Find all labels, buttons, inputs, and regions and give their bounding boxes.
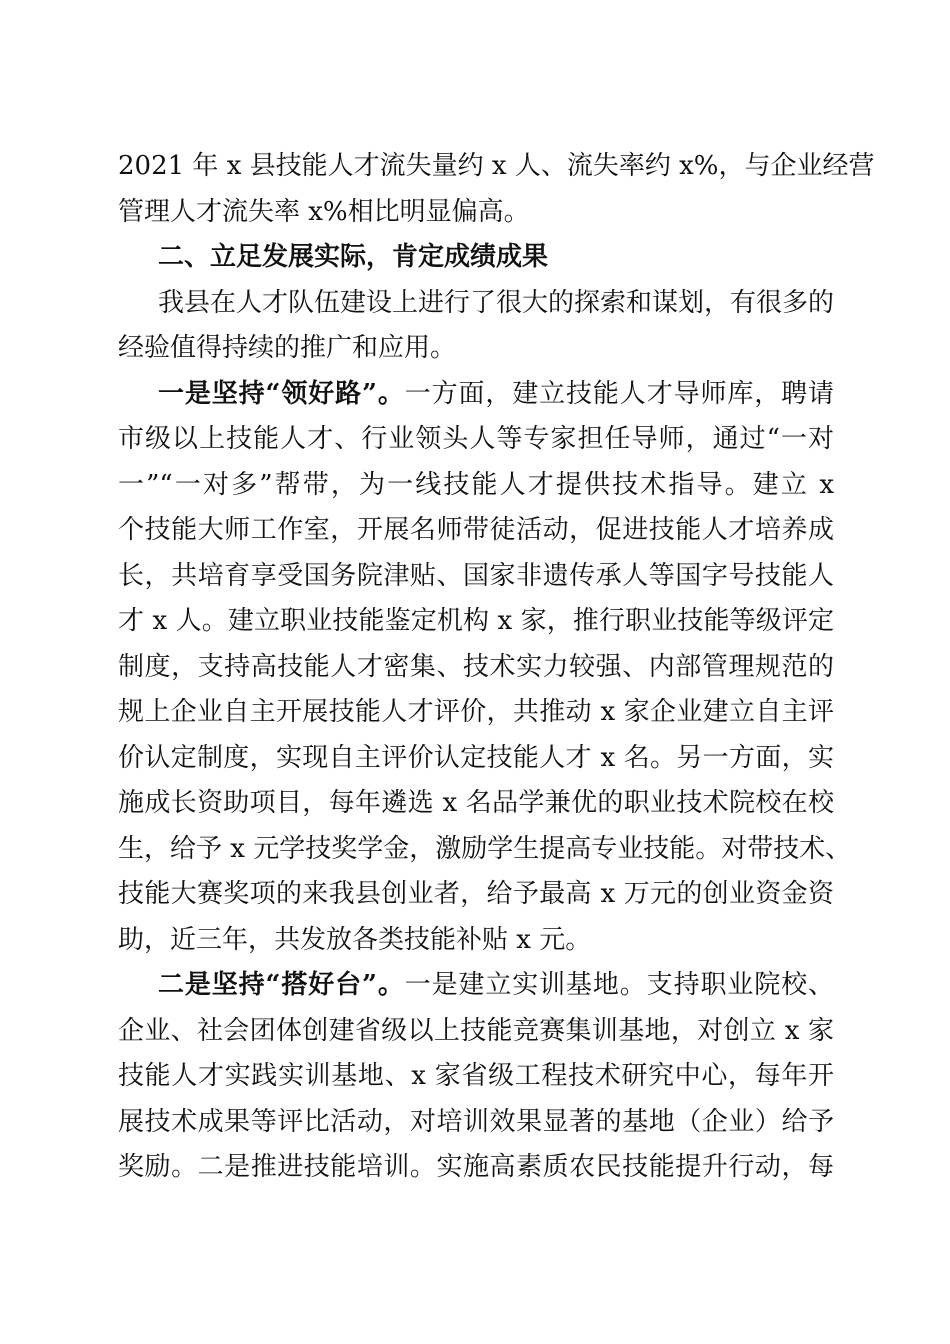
text-line xyxy=(118,326,834,372)
text-segment: 奖励。二是推进技能培训。实施高素质农民技能提升行动，每 xyxy=(118,1152,834,1182)
text-segment: 施成长资助项目，每年遴选 x 名品学兼优的职业技术院校在校 xyxy=(118,788,834,818)
text-line xyxy=(118,463,834,509)
text-segment: 市级以上技能人才、行业领头人等专家担任导师，通过“一对 xyxy=(118,424,834,454)
text-segment: 一”“一对多”帮带，为一线技能人才提供技术指导。建立 x xyxy=(118,469,834,500)
text-line xyxy=(118,690,834,736)
subheading-text: 二是坚持“搭好台”。 xyxy=(158,970,405,1000)
text-line xyxy=(118,1009,834,1055)
text-line xyxy=(118,827,852,873)
text-line xyxy=(118,281,834,327)
text-segment: 助，近三年，共发放各类技能补贴 x 元。 xyxy=(118,924,592,955)
heading-text: 二、立足发展实际，肯定成绩成果 xyxy=(158,242,549,272)
subheading-text: 一是坚持“领好路”。 xyxy=(158,378,405,409)
text-segment: 才 x 人。建立职业技能鉴定机构 x 家，推行职业技能等级评定 xyxy=(118,606,834,636)
text-line xyxy=(118,599,834,645)
text-line xyxy=(118,963,834,1009)
text-line xyxy=(118,645,834,691)
document-body xyxy=(118,144,875,1191)
text-segment: 技能大赛奖项的来我县创业者，给予最高 x 万元的创业资金资 xyxy=(118,879,834,909)
text-line xyxy=(118,372,834,418)
text-segment: 个技能大师工作室，开展名师带徒活动，促进技能人才培养成 xyxy=(118,515,834,545)
text-line xyxy=(118,417,834,463)
text-segment: 展技术成果等评比活动，对培训效果显著的基地（企业）给予 xyxy=(118,1106,834,1137)
text-line xyxy=(118,872,834,918)
text-segment: 生，给予 x 元学技奖学金，激励学生提高专业技能。对带技术、 xyxy=(118,833,852,864)
text-line xyxy=(118,1145,834,1191)
text-line xyxy=(118,508,834,554)
text-segment: 2021 年 x 县技能人才流失量约 x 人、流失率约 x%，与企业经营 xyxy=(118,151,875,181)
text-line xyxy=(118,1100,834,1146)
text-segment: 我县在人才队伍建设上进行了很大的探索和谋划，有很多的 xyxy=(158,287,835,318)
text-segment: 价认定制度，实现自主评价认定技能人才 x 名。另一方面，实 xyxy=(118,742,834,773)
text-line xyxy=(118,554,834,600)
text-segment: 企业、社会团体创建省级以上技能竞赛集训基地，对创立 x 家 xyxy=(118,1015,834,1046)
text-segment: 规上企业自主开展技能人才评价，共推动 x 家企业建立自主评 xyxy=(118,697,834,727)
text-line xyxy=(118,918,834,964)
text-line xyxy=(118,781,834,827)
text-segment: 经验值得持续的推广和应用。 xyxy=(118,333,457,363)
text-segment: 管理人才流失率 x%相比明显偏高。 xyxy=(118,196,530,227)
text-line xyxy=(118,1054,834,1100)
text-segment: 制度，支持高技能人才密集、技术实力较强、内部管理规范的 xyxy=(118,651,834,682)
text-segment: 技能人才实践实训基地、x 家省级工程技术研究中心，每年开 xyxy=(118,1061,834,1091)
text-segment: 一方面，建立技能人才导师库，聘请 xyxy=(404,378,834,409)
text-line xyxy=(118,736,834,782)
text-line xyxy=(118,190,834,236)
text-segment: 一是建立实训基地。支持职业院校、 xyxy=(404,970,834,1000)
text-segment: 长，共培育享受国务院津贴、国家非遗传承人等国字号技能人 xyxy=(118,560,834,591)
section-heading xyxy=(118,235,834,281)
text-line xyxy=(118,144,875,190)
